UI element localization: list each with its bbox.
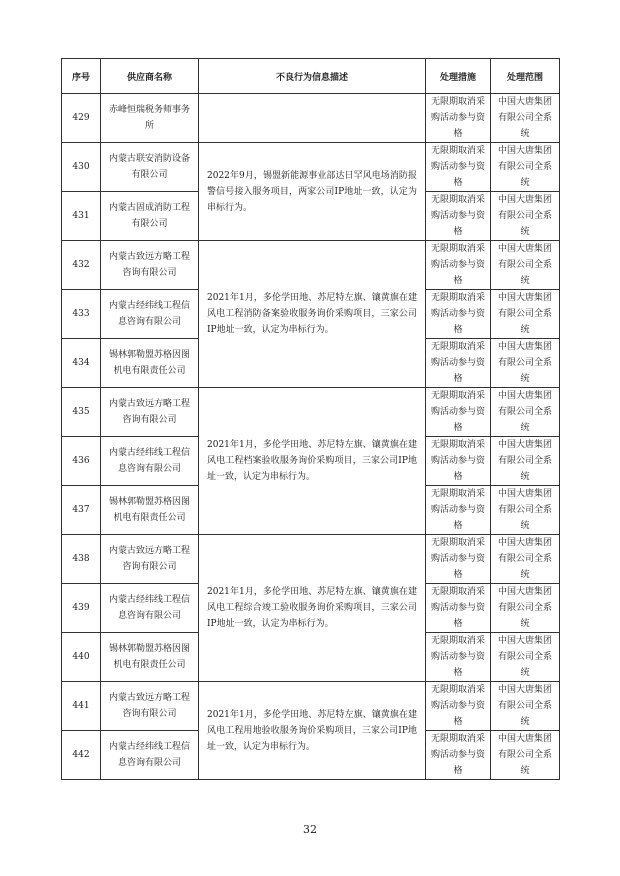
- table-row: [62, 682, 560, 731]
- header-supplier: 供应商名称: [101, 59, 199, 94]
- row-scope: 中国大唐集团有限公司全系统: [491, 486, 560, 535]
- row-supplier: 内蒙古经纬线工程信息咨询有限公司: [101, 584, 199, 633]
- header-scope: 处理范围: [491, 59, 560, 94]
- row-scope: 中国大唐集团有限公司全系统: [491, 535, 560, 584]
- row-scope: 中国大唐集团有限公司全系统: [491, 241, 560, 290]
- row-measure: 无限期取消采购活动参与资格: [426, 94, 491, 143]
- row-measure: 无限期取消采购活动参与资格: [426, 290, 491, 339]
- row-description: 2021年1月，多伦学田地、苏尼特左旗、镶黄旗在建风电工程消防备案验收服务询价采购项目，三家公司IP地址一致，认定为串标行为。: [199, 241, 426, 388]
- table-row: [62, 143, 560, 192]
- row-seq: 441: [62, 682, 101, 731]
- row-supplier: 内蒙古致远方略工程咨询有限公司: [101, 682, 199, 731]
- row-seq: 429: [62, 94, 101, 143]
- row-seq: 440: [62, 633, 101, 682]
- supplier-misconduct-table: [61, 58, 560, 780]
- table-row: [62, 388, 560, 437]
- row-description: 2022年9月，锡盟新能源事业部达日罕风电场消防报警信号接入服务项目，两家公司IP地址一致，认定为串标行为。: [199, 143, 426, 241]
- row-seq: 432: [62, 241, 101, 290]
- row-scope: 中国大唐集团有限公司全系统: [491, 339, 560, 388]
- header-description: 不良行为信息描述: [199, 59, 426, 94]
- row-measure: 无限期取消采购活动参与资格: [426, 731, 491, 780]
- row-measure: 无限期取消采购活动参与资格: [426, 143, 491, 192]
- row-measure: 无限期取消采购活动参与资格: [426, 192, 491, 241]
- row-measure: 无限期取消采购活动参与资格: [426, 388, 491, 437]
- row-description: 2021年1月，多伦学田地、苏尼特左旗、镶黄旗在建风电工程综合竣工验收服务询价采购项目，三家公司IP地址一致，认定为串标行为。: [199, 535, 426, 682]
- row-seq: 437: [62, 486, 101, 535]
- row-supplier: 赤峰恒瑞税务师事务所: [101, 94, 199, 143]
- row-measure: 无限期取消采购活动参与资格: [426, 437, 491, 486]
- row-supplier: 内蒙古经纬线工程信息咨询有限公司: [101, 437, 199, 486]
- row-scope: 中国大唐集团有限公司全系统: [491, 682, 560, 731]
- row-measure: 无限期取消采购活动参与资格: [426, 633, 491, 682]
- row-measure: 无限期取消采购活动参与资格: [426, 682, 491, 731]
- row-supplier: 内蒙古致远方略工程咨询有限公司: [101, 388, 199, 437]
- row-scope: 中国大唐集团有限公司全系统: [491, 584, 560, 633]
- row-scope: 中国大唐集团有限公司全系统: [491, 388, 560, 437]
- row-seq: 439: [62, 584, 101, 633]
- row-supplier: 锡林郭勒盟苏格因图机电有限责任公司: [101, 339, 199, 388]
- row-scope: 中国大唐集团有限公司全系统: [491, 633, 560, 682]
- row-measure: 无限期取消采购活动参与资格: [426, 241, 491, 290]
- row-seq: 430: [62, 143, 101, 192]
- row-supplier: 内蒙古致远方略工程咨询有限公司: [101, 535, 199, 584]
- table-row: [62, 94, 560, 143]
- row-supplier: 内蒙古联安消防设备有限公司: [101, 143, 199, 192]
- row-scope: 中国大唐集团有限公司全系统: [491, 290, 560, 339]
- row-supplier: 内蒙古经纬线工程信息咨询有限公司: [101, 731, 199, 780]
- row-scope: 中国大唐集团有限公司全系统: [491, 731, 560, 780]
- row-seq: 434: [62, 339, 101, 388]
- page-number: 32: [303, 823, 317, 836]
- row-supplier: 内蒙古致远方略工程咨询有限公司: [101, 241, 199, 290]
- row-scope: 中国大唐集团有限公司全系统: [491, 143, 560, 192]
- row-seq: 442: [62, 731, 101, 780]
- row-scope: 中国大唐集团有限公司全系统: [491, 437, 560, 486]
- row-measure: 无限期取消采购活动参与资格: [426, 584, 491, 633]
- row-description: 2021年1月，多伦学田地、苏尼特左旗、镶黄旗在建风电工程档案验收服务询价采购项目，三家公司IP地址一致，认定为串标行为。: [199, 388, 426, 535]
- row-measure: 无限期取消采购活动参与资格: [426, 339, 491, 388]
- row-measure: 无限期取消采购活动参与资格: [426, 535, 491, 584]
- row-seq: 435: [62, 388, 101, 437]
- row-seq: 436: [62, 437, 101, 486]
- row-seq: 431: [62, 192, 101, 241]
- row-description: 2021年1月，多伦学田地、苏尼特左旗、镶黄旗在建风电工程用地验收服务询价采购项目，三家公司IP地址一致，认定为串标行为。: [199, 682, 426, 780]
- row-seq: 438: [62, 535, 101, 584]
- header-seq: 序号: [62, 59, 101, 94]
- row-supplier: 锡林郭勒盟苏格因图机电有限责任公司: [101, 486, 199, 535]
- row-scope: 中国大唐集团有限公司全系统: [491, 192, 560, 241]
- row-supplier: 内蒙古固成消防工程有限公司: [101, 192, 199, 241]
- header-measure: 处理措施: [426, 59, 491, 94]
- row-supplier: 锡林郭勒盟苏格因图机电有限责任公司: [101, 633, 199, 682]
- table-row: [62, 241, 560, 290]
- row-scope: 中国大唐集团有限公司全系统: [491, 94, 560, 143]
- table-row: [62, 535, 560, 584]
- row-supplier: 内蒙古经纬线工程信息咨询有限公司: [101, 290, 199, 339]
- table-header-row: [62, 59, 560, 94]
- row-seq: 433: [62, 290, 101, 339]
- row-description: [199, 94, 426, 143]
- row-measure: 无限期取消采购活动参与资格: [426, 486, 491, 535]
